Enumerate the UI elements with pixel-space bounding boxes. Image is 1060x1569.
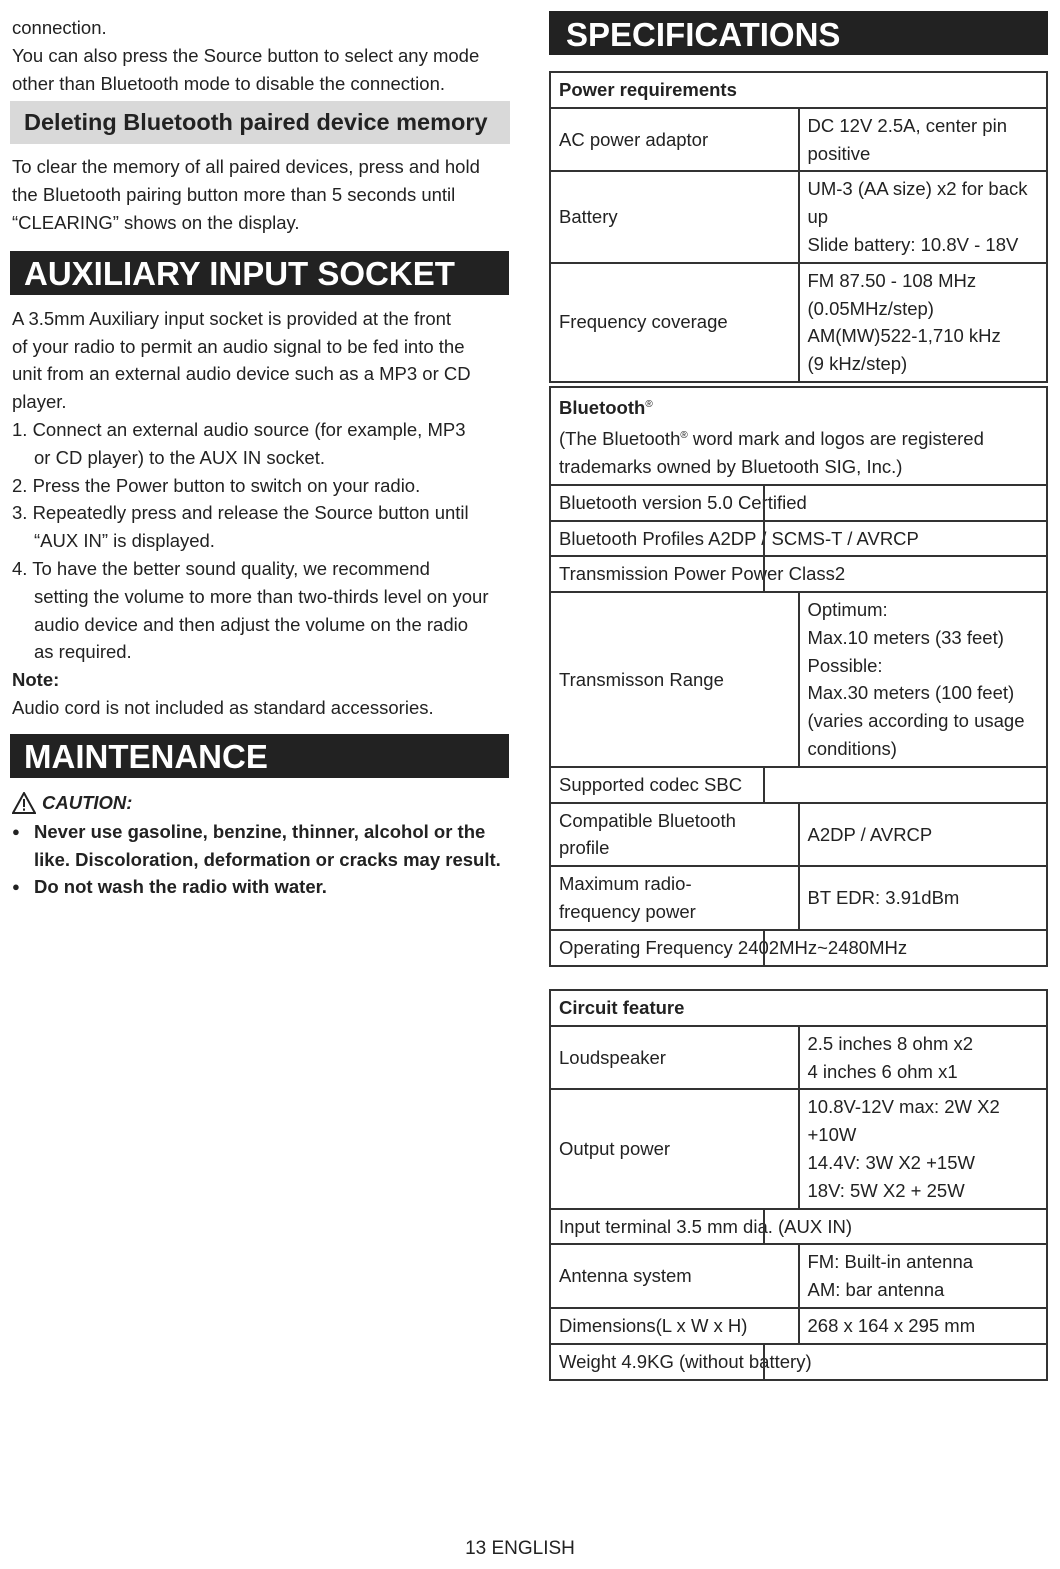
power-table (549, 71, 1048, 383)
table-row (550, 387, 1047, 485)
table-cell: UM-3 (AA size) x2 for back up Slide battery: 10.8V - 18V (799, 171, 1048, 262)
step-text: as required. (34, 641, 132, 663)
note-label: Note: (12, 669, 60, 691)
intro-line: connection. (12, 17, 107, 38)
table-cell: Output power (550, 1089, 799, 1208)
list-item (12, 555, 512, 583)
table-row (550, 556, 1047, 592)
list-item (12, 583, 512, 611)
step-text: audio device and then adjust the volume on the radio (34, 613, 469, 635)
table-cell: Compatible Bluetooth profile (550, 803, 799, 867)
bluetooth-title-cell: Bluetooth® (The Bluetooth® word mark and logos are registered trademarks owned by Bluetooth SIG, Inc.) (550, 387, 1047, 485)
table-cell: Dimensions(L x W x H) (550, 1308, 799, 1344)
table-row (550, 803, 1047, 867)
table-row (550, 108, 1047, 172)
list-item (12, 499, 512, 527)
table-row (550, 1244, 1047, 1308)
aux-steps-list (12, 416, 512, 666)
specifications-heading: SPECIFICATIONS (549, 11, 1048, 55)
table-cell: Loudspeaker (550, 1026, 799, 1090)
table-cell: Transmission Power Power Class2 (550, 556, 1047, 592)
intro-line: other than Bluetooth mode to disable the connection. (12, 72, 445, 94)
deleting-memory-heading: Deleting Bluetooth paired device memory (10, 101, 510, 144)
table-cell: 2.5 inches 8 ohm x2 4 inches 6 ohm x1 (799, 1026, 1048, 1090)
table-cell: FM 87.50 - 108 MHz (0.05MHz/step) AM(MW)522-1,710 kHz (9 kHz/step) (799, 263, 1048, 382)
list-item (12, 416, 512, 444)
power-title: Power requirements (550, 72, 1047, 108)
step-text: 2. Press the Power button to switch on your radio. (12, 474, 421, 496)
table-row (550, 1308, 1047, 1344)
caution-line (12, 788, 512, 818)
table-row (550, 521, 1047, 557)
table-cell: Battery (550, 171, 799, 262)
table-cell: Bluetooth version 5.0 Certified (550, 485, 1047, 521)
deleting-line: To clear the memory of all paired devices, press and hold (12, 156, 480, 178)
warning-icon (12, 792, 36, 814)
table-cell: Weight 4.9KG (without battery) (550, 1344, 1047, 1380)
aux-input-heading: AUXILIARY INPUT SOCKET (10, 251, 509, 295)
table-cell: Input terminal 3.5 mm dia. (AUX IN) (550, 1209, 1047, 1245)
page-footer: 13 ENGLISH (465, 1538, 575, 1559)
table-cell: AC power adaptor (550, 108, 799, 172)
bluetooth-table (549, 386, 1048, 967)
table-row (550, 592, 1047, 767)
step-text: “AUX IN” is displayed. (34, 530, 215, 552)
table-row (550, 930, 1047, 966)
aux-line: of your radio to permit an audio signal to be fed into the (12, 335, 465, 357)
table-row (550, 1209, 1047, 1245)
aux-line: unit from an external audio device such as a MP3 or CD (12, 363, 471, 385)
step-text: 1. Connect an external audio source (for example, MP3 (12, 418, 466, 440)
list-item (12, 873, 512, 901)
table-row (550, 1344, 1047, 1380)
table-row (550, 767, 1047, 803)
table-cell: 10.8V-12V max: 2W X2 +10W 14.4V: 3W X2 +15W 18V: 5W X2 + 25W (799, 1089, 1048, 1208)
list-item (12, 472, 512, 500)
table-cell: Transmisson Range (550, 592, 799, 767)
table-row (550, 171, 1047, 262)
table-cell: FM: Built-in antenna AM: bar antenna (799, 1244, 1048, 1308)
caution-text: Do not wash the radio with water. (34, 876, 327, 898)
circuit-table (549, 989, 1048, 1381)
table-row (550, 1089, 1047, 1208)
list-item (12, 444, 512, 472)
caution-label: CAUTION: (42, 791, 133, 813)
aux-line: player. (12, 391, 67, 413)
step-text: 3. Repeatedly press and release the Source button until (12, 502, 469, 524)
table-row (550, 1026, 1047, 1090)
table-cell: Frequency coverage (550, 263, 799, 382)
table-cell: Antenna system (550, 1244, 799, 1308)
list-item (12, 611, 512, 639)
table-cell: Operating Frequency 2402MHz~2480MHz (550, 930, 1047, 966)
step-text: 4. To have the better sound quality, we recommend (12, 557, 430, 579)
table-row (550, 485, 1047, 521)
left-column (12, 14, 512, 901)
table-cell: Supported codec SBC (550, 767, 1047, 803)
circuit-title: Circuit feature (550, 990, 1047, 1026)
table-cell: Optimum: Max.10 meters (33 feet) Possible: Max.30 meters (100 feet) (varies according to usage conditions) (799, 592, 1048, 767)
table-cell: Bluetooth Profiles A2DP / SCMS-T / AVRCP (550, 521, 1047, 557)
table-row (550, 263, 1047, 382)
caution-text: like. Discoloration, deformation or cracks may result. (34, 848, 501, 870)
deleting-line: the Bluetooth pairing button more than 5 seconds until (12, 184, 456, 206)
maintenance-heading: MAINTENANCE (10, 734, 509, 778)
table-row (550, 866, 1047, 930)
aux-line: A 3.5mm Auxiliary input socket is provided at the front (12, 307, 452, 329)
intro-line: You can also press the Source button to select any mode (12, 44, 480, 66)
caution-text: Never use gasoline, benzine, thinner, alcohol or the (34, 820, 486, 842)
table-cell: Maximum radio- frequency power (550, 866, 799, 930)
list-item (12, 527, 512, 555)
note-text: Audio cord is not included as standard accessories. (12, 696, 434, 718)
deleting-line: “CLEARING” shows on the display. (12, 211, 300, 233)
table-cell: 268 x 164 x 295 mm (799, 1308, 1048, 1344)
table-cell: BT EDR: 3.91dBm (799, 866, 1048, 930)
table-cell: A2DP / AVRCP (799, 803, 1048, 867)
caution-bullets (12, 818, 512, 901)
list-item (12, 638, 512, 666)
step-text: or CD player) to the AUX IN socket. (34, 446, 325, 468)
table-cell: DC 12V 2.5A, center pin positive (799, 108, 1048, 172)
step-text: setting the volume to more than two-thirds level on your (34, 585, 489, 607)
bluetooth-title: Bluetooth (559, 397, 646, 419)
list-item (12, 818, 512, 874)
